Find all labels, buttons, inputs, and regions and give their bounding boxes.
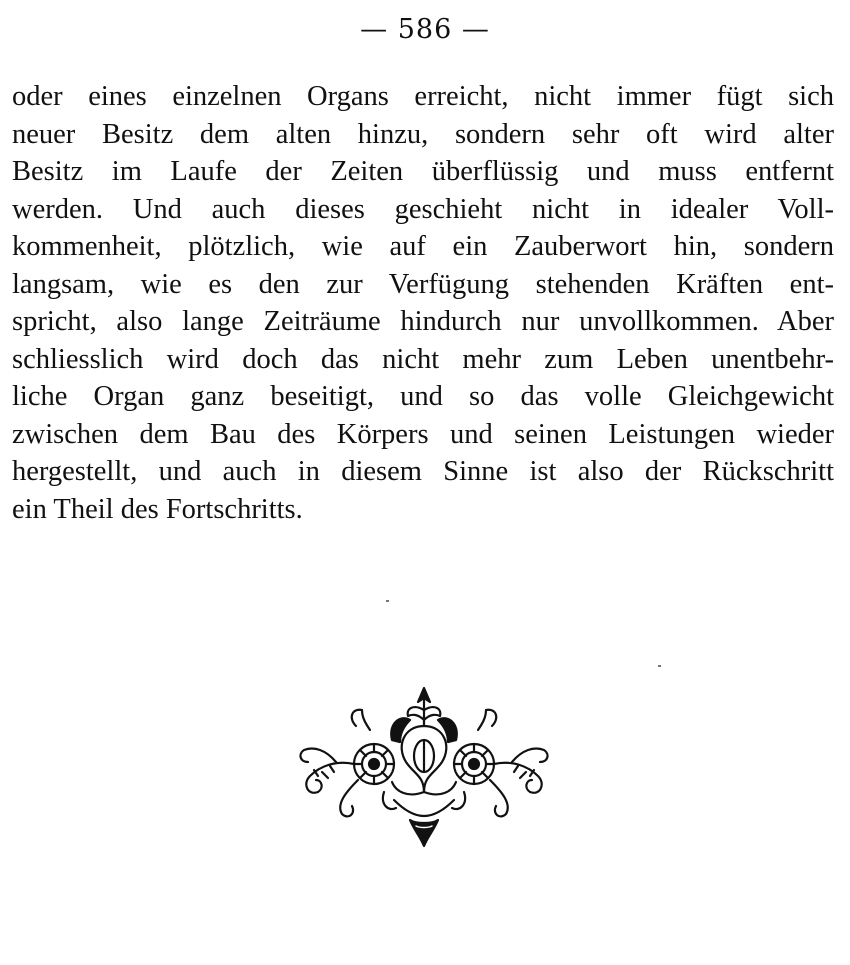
text-line: liche Organ ganz beseitigt, und so das volle Gleichgewicht [12,381,834,412]
text-line: werden. Und auch dieses geschieht nicht in idealer Voll- [12,193,834,225]
print-speck [386,600,389,602]
text-line: neuer Besitz dem alten hinzu, sondern sehr oft wird alter [12,118,834,150]
text-line: hergestellt, und auch in diesem Sinne ist also der Rückschritt [12,456,834,487]
text-line: ein Theil des Fortschritts. [12,493,303,525]
text-line: oder eines einzelnen Organs erreicht, nicht immer fügt sich [12,81,834,112]
text-line: schliesslich wird doch das nicht mehr zum Leben unentbehr- [12,343,834,375]
print-speck [658,665,661,667]
text-line: spricht, also lange Zeiträume hindurch nur unvollkommen. Aber [12,306,834,337]
text-line: Besitz im Laufe der Zeiten überflüssig und muss entfernt [12,156,834,187]
text-line: zwischen dem Bau des Körpers und seinen Leistungen wieder [12,418,834,450]
text-line: langsam, wie es den zur Verfügung stehenden Kräften ent- [12,268,834,300]
body-text [12,78,834,528]
page-number: — 586 — [360,14,490,45]
text-line: kommenheit, plötzlich, wie auf ein Zauberwort hin, sondern [12,231,834,262]
floral-vignette-icon [296,680,552,850]
